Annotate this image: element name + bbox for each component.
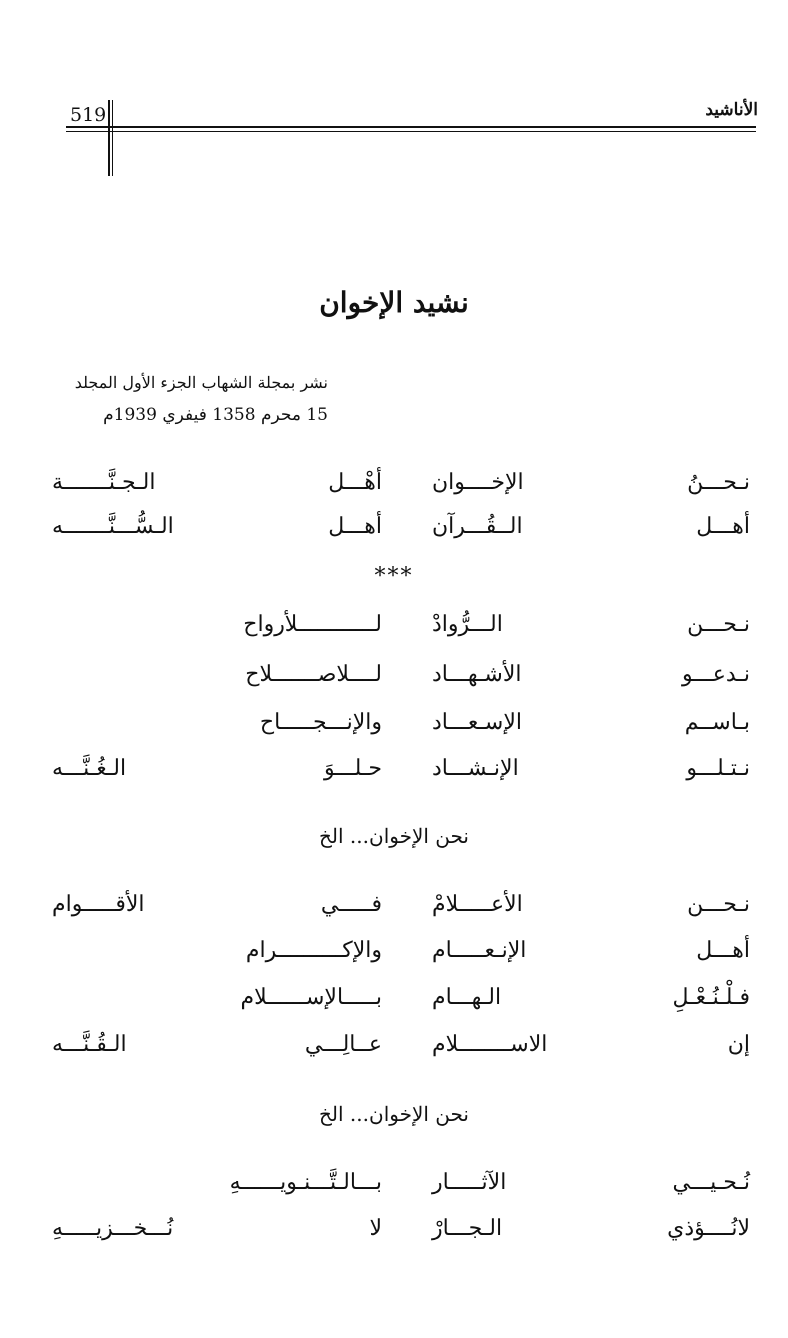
verse-hemistich-second: والإنـــجـــــاح (259, 710, 382, 735)
running-header-title: الأناشيد (705, 100, 758, 120)
verse-hemistich-first: نـحـــن الـــرُّوادْ (432, 612, 750, 637)
verse-line (0, 1170, 788, 1206)
header-vertical-rule-thin (112, 100, 113, 176)
verse-hemistich-second: والإكــــــــــرام (245, 938, 382, 963)
verse-line (0, 612, 788, 648)
verse-hemistich-second: فـــــي الأقـــــوام (52, 892, 382, 917)
verse-hemistich-first: إن الاســــــــلام (432, 1032, 750, 1057)
refrain-line: نحن الإخوان... الخ (319, 1102, 469, 1126)
verse-hemistich-second: بـــــالإســــــلام (240, 985, 382, 1010)
publication-note-line1: نشر بمجلة الشهاب الجزء الأول المجلد (74, 373, 328, 392)
verse-hemistich-first: لانُــــؤذي الـجـــارْ (432, 1216, 750, 1241)
verse-hemistich-second: لا نُـــخـــزيـــــهِ (52, 1216, 382, 1241)
refrain-line: نحن الإخوان... الخ (319, 824, 469, 848)
verse-line (0, 1216, 788, 1252)
verse-line (0, 662, 788, 698)
verse-hemistich-second: أهْـــل الـجـنَّـــــــة (52, 470, 382, 495)
verse-line (0, 985, 788, 1021)
header-rule (66, 126, 756, 128)
page-number: 519 (70, 104, 107, 126)
verse-line (0, 514, 788, 550)
verse-hemistich-first: فـلْـنُـعْـلِ الـهـــام (432, 985, 750, 1010)
publication-note-line2: 15 محرم 1358 فيفري 1939م (103, 405, 328, 425)
verse-hemistich-second: حـلـــوَ الـغُـنَّـــه (52, 756, 382, 781)
verse-hemistich-first: نـدعـــو الأشـهـــاد (432, 662, 750, 687)
verse-line (0, 1032, 788, 1068)
verse-hemistich-first: نُـحـيـــي الآثـــــار (432, 1170, 750, 1195)
verse-hemistich-second: عــالِـــي الـقُـنَّـــه (52, 1032, 382, 1057)
header-vertical-rule (108, 100, 110, 176)
verse-line (0, 470, 788, 506)
verse-line (0, 710, 788, 746)
verse-hemistich-second: بـــالـتَّـــنـويــــــهِ (229, 1170, 382, 1195)
verse-hemistich-first: أهـــل الإنـعـــــام (432, 938, 750, 963)
poem-title: نشيد الإخوان (319, 286, 469, 319)
verse-hemistich-first: نـحـــن الأعـــــلامْ (432, 892, 750, 917)
verse-line (0, 892, 788, 928)
verse-hemistich-first: نـحـــنُ الإخــــوان (432, 470, 750, 495)
stanza-separator: *** (374, 564, 414, 589)
verse-hemistich-second: أهـــل الـسُّـــنَّـــــــه (52, 514, 382, 539)
verse-hemistich-first: بـاســم الإسـعـــاد (432, 710, 750, 735)
verse-line (0, 938, 788, 974)
verse-hemistich-first: نـتـلـــو الإنـشـــاد (432, 756, 750, 781)
verse-hemistich-second: لــــــــــــلأرواح (243, 612, 382, 637)
verse-hemistich-second: لــــلاصـــــــلاح (245, 662, 382, 687)
header-rule-thin (66, 131, 756, 132)
verse-line (0, 756, 788, 792)
verse-hemistich-first: أهـــل الــقُـــرآن (432, 514, 750, 539)
